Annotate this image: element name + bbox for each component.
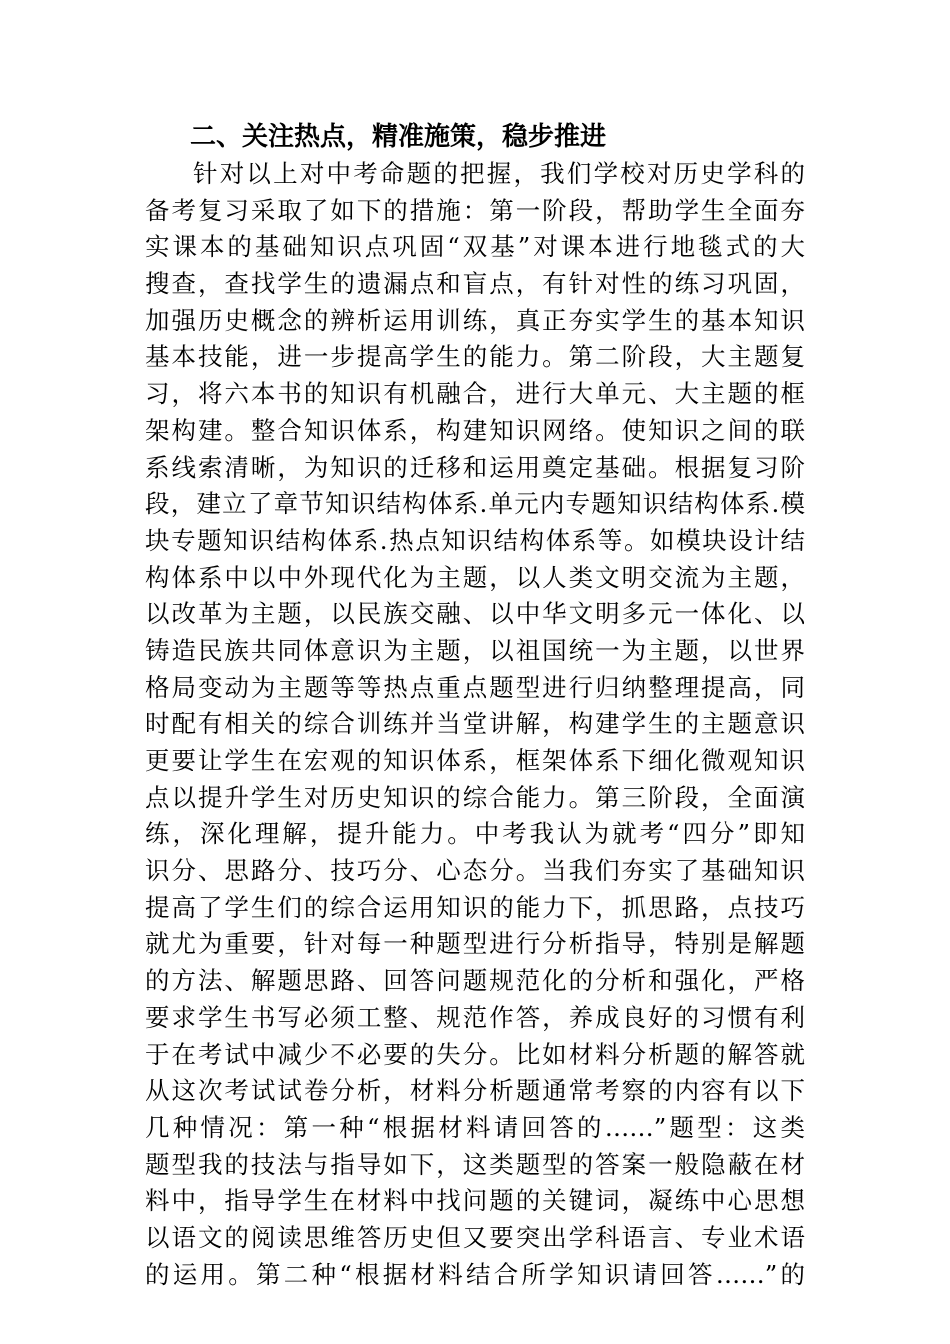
body-paragraph bbox=[145, 156, 805, 1293]
text-line: 料中，指导学生在材料中找问题的关键词，凝练中心思想 bbox=[145, 1186, 805, 1216]
text-line: 架构建。整合知识体系，构建知识网络。使知识之间的联 bbox=[145, 415, 805, 445]
text-line: 从这次考试试卷分析，材料分析题通常考察的内容有以下 bbox=[145, 1076, 805, 1106]
text-line: 备考复习采取了如下的措施：第一阶段，帮助学生全面夯 bbox=[145, 195, 805, 225]
text-line: 构体系中以中外现代化为主题，以人类文明交流为主题， bbox=[145, 562, 805, 592]
text-line: 以语文的阅读思维答历史但又要突出学科语言、专业术语 bbox=[145, 1222, 805, 1252]
text-line: 时配有相关的综合训练并当堂讲解，构建学生的主题意识 bbox=[145, 709, 805, 739]
text-line: 题型我的技法与指导如下，这类题型的答案一般隐蔽在材 bbox=[145, 1149, 805, 1179]
text-line: 更要让学生在宏观的知识体系，框架体系下细化微观知识 bbox=[145, 746, 805, 775]
text-line: 基本技能，进一步提高学生的能力。第二阶段，大主题复 bbox=[145, 342, 805, 372]
text-line: 针对以上对中考命题的把握，我们学校对历史学科的 bbox=[193, 159, 805, 188]
text-line: 于在考试中减少不必要的失分。比如材料分析题的解答就 bbox=[145, 1039, 805, 1069]
text-line: 的运用。第二种“根据材料结合所学知识请回答……”的 bbox=[145, 1259, 805, 1289]
text-line: 以改革为主题，以民族交融、以中华文明多元一体化、以 bbox=[145, 599, 805, 629]
text-line: 习，将六本书的知识有机融合，进行大单元、大主题的框 bbox=[145, 379, 805, 409]
text-line: 练，深化理解，提升能力。中考我认为就考“四分”即知 bbox=[145, 819, 805, 849]
text-line: 要求学生书写必须工整、规范作答，养成良好的习惯有利 bbox=[145, 1002, 805, 1032]
text-line: 加强历史概念的辨析运用训练，真正夯实学生的基本知识 bbox=[145, 305, 805, 335]
text-line: 的方法、解题思路、回答问题规范化的分析和强化，严格 bbox=[145, 966, 805, 996]
text-line: 点以提升学生对历史知识的综合能力。第三阶段，全面演 bbox=[145, 782, 805, 812]
text-line: 识分、思路分、技巧分、心态分。当我们夯实了基础知识 bbox=[145, 856, 805, 886]
text-line: 系线索清晰，为知识的迁移和运用奠定基础。根据复习阶 bbox=[145, 452, 805, 482]
text-line: 实课本的基础知识点巩固“双基”对课本进行地毯式的大 bbox=[145, 232, 805, 262]
text-line: 就尤为重要，针对每一种题型进行分析指导，特别是解题 bbox=[145, 929, 805, 959]
text-line: 搜查，查找学生的遗漏点和盲点，有针对性的练习巩固， bbox=[145, 269, 805, 299]
text-line: 提高了学生们的综合运用知识的能力下，抓思路，点技巧 bbox=[145, 892, 805, 922]
section-heading: 二、关注热点，精准施策，稳步推进 bbox=[190, 122, 607, 152]
text-line: 格局变动为主题等等热点重点题型进行归纳整理提高，同 bbox=[145, 672, 805, 702]
text-line: 段，建立了章节知识结构体系.单元内专题知识结构体系.模 bbox=[145, 489, 805, 519]
text-line: 铸造民族共同体意识为主题，以祖国统一为主题，以世界 bbox=[145, 635, 805, 665]
text-line: 块专题知识结构体系.热点知识结构体系等。如模块设计结 bbox=[145, 525, 805, 555]
text-line: 几种情况：第一种“根据材料请回答的……”题型：这类 bbox=[145, 1112, 805, 1142]
